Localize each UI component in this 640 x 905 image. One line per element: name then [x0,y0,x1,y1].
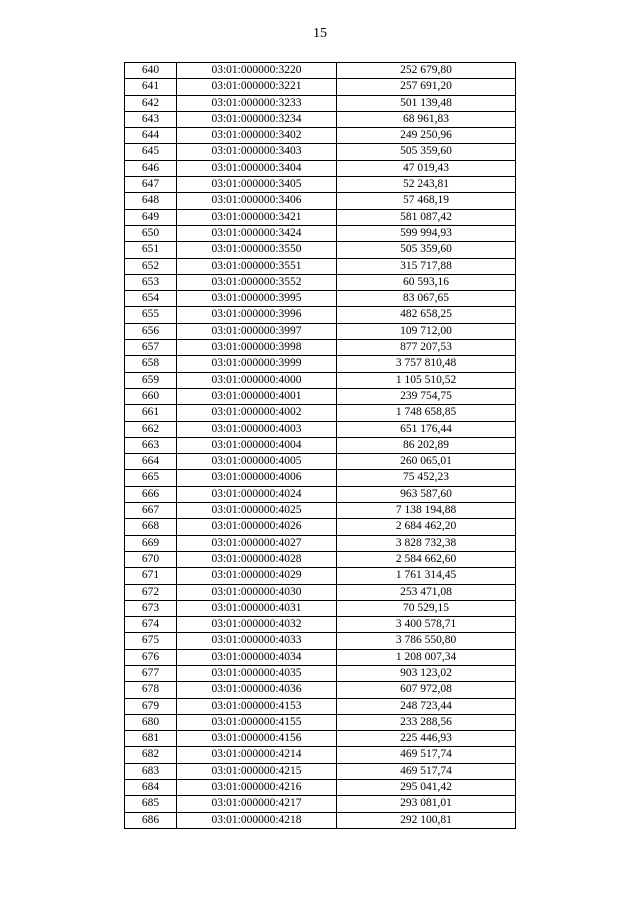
row-number-cell: 649 [125,209,177,225]
row-number-cell: 675 [125,633,177,649]
cadastral-value-cell: 505 359,60 [337,144,516,160]
row-number-cell: 669 [125,535,177,551]
table-row [125,79,516,95]
table-row [125,763,516,779]
table-row [125,63,516,79]
table-row [125,470,516,486]
cadastral-value-table [124,62,516,829]
cadastral-value-cell: 47 019,43 [337,160,516,176]
cadastral-value-cell: 3 757 810,48 [337,356,516,372]
row-number-cell: 647 [125,177,177,193]
table-row [125,503,516,519]
cadastral-value-cell: 248 723,44 [337,698,516,714]
cadastral-number-cell: 03:01:000000:3403 [177,144,337,160]
cadastral-value-cell: 252 679,80 [337,63,516,79]
row-number-cell: 678 [125,682,177,698]
table-row [125,405,516,421]
table-row [125,584,516,600]
table-row [125,796,516,812]
cadastral-number-cell: 03:01:000000:4218 [177,812,337,828]
cadastral-number-cell: 03:01:000000:3221 [177,79,337,95]
table-row [125,698,516,714]
table-row [125,535,516,551]
cadastral-number-cell: 03:01:000000:3550 [177,242,337,258]
row-number-cell: 645 [125,144,177,160]
cadastral-number-cell: 03:01:000000:4153 [177,698,337,714]
row-number-cell: 677 [125,665,177,681]
cadastral-number-cell: 03:01:000000:4005 [177,454,337,470]
cadastral-value-cell: 257 691,20 [337,79,516,95]
table-row [125,649,516,665]
row-number-cell: 650 [125,225,177,241]
cadastral-number-cell: 03:01:000000:3996 [177,307,337,323]
cadastral-value-cell: 60 593,16 [337,274,516,290]
cadastral-value-cell: 501 139,48 [337,95,516,111]
row-number-cell: 673 [125,600,177,616]
cadastral-value-cell: 86 202,89 [337,437,516,453]
row-number-cell: 683 [125,763,177,779]
table-row [125,291,516,307]
cadastral-value-cell: 903 123,02 [337,665,516,681]
cadastral-value-cell: 651 176,44 [337,421,516,437]
table-row [125,714,516,730]
table-row [125,747,516,763]
cadastral-value-cell: 109 712,00 [337,323,516,339]
cadastral-value-cell: 52 243,81 [337,177,516,193]
cadastral-number-cell: 03:01:000000:4030 [177,584,337,600]
row-number-cell: 670 [125,551,177,567]
cadastral-value-cell: 2 684 462,20 [337,519,516,535]
cadastral-number-cell: 03:01:000000:4035 [177,665,337,681]
cadastral-value-cell: 469 517,74 [337,747,516,763]
cadastral-value-cell: 877 207,53 [337,340,516,356]
cadastral-number-cell: 03:01:000000:3995 [177,291,337,307]
cadastral-value-cell: 57 468,19 [337,193,516,209]
row-number-cell: 651 [125,242,177,258]
cadastral-value-cell: 3 400 578,71 [337,617,516,633]
cadastral-value-cell: 295 041,42 [337,780,516,796]
table-row [125,780,516,796]
cadastral-number-cell: 03:01:000000:4216 [177,780,337,796]
cadastral-number-cell: 03:01:000000:4032 [177,617,337,633]
cadastral-value-cell: 68 961,83 [337,111,516,127]
cadastral-value-cell: 2 584 662,60 [337,551,516,567]
row-number-cell: 674 [125,617,177,633]
cadastral-number-cell: 03:01:000000:4024 [177,486,337,502]
cadastral-value-cell: 1 748 658,85 [337,405,516,421]
row-number-cell: 664 [125,454,177,470]
page-number: 15 [313,26,327,41]
cadastral-number-cell: 03:01:000000:3406 [177,193,337,209]
cadastral-number-cell: 03:01:000000:4156 [177,731,337,747]
cadastral-number-cell: 03:01:000000:4002 [177,405,337,421]
cadastral-value-cell: 607 972,08 [337,682,516,698]
cadastral-value-cell: 253 471,08 [337,584,516,600]
table-row [125,486,516,502]
table-row [125,665,516,681]
table-row [125,437,516,453]
cadastral-number-cell: 03:01:000000:4003 [177,421,337,437]
cadastral-value-cell: 505 359,60 [337,242,516,258]
cadastral-value-cell: 1 105 510,52 [337,372,516,388]
row-number-cell: 672 [125,584,177,600]
table-row [125,177,516,193]
cadastral-number-cell: 03:01:000000:4033 [177,633,337,649]
row-number-cell: 660 [125,388,177,404]
table-body [125,63,516,829]
row-number-cell: 665 [125,470,177,486]
cadastral-number-cell: 03:01:000000:4001 [177,388,337,404]
row-number-cell: 662 [125,421,177,437]
row-number-cell: 680 [125,714,177,730]
table-row [125,160,516,176]
cadastral-number-cell: 03:01:000000:4031 [177,600,337,616]
table-row [125,633,516,649]
table-row [125,307,516,323]
table-row [125,95,516,111]
cadastral-number-cell: 03:01:000000:3999 [177,356,337,372]
cadastral-number-cell: 03:01:000000:3402 [177,128,337,144]
row-number-cell: 643 [125,111,177,127]
table-row [125,600,516,616]
table-row [125,258,516,274]
cadastral-number-cell: 03:01:000000:4000 [177,372,337,388]
cadastral-value-cell: 225 446,93 [337,731,516,747]
cadastral-number-cell: 03:01:000000:3997 [177,323,337,339]
cadastral-number-cell: 03:01:000000:4026 [177,519,337,535]
cadastral-value-cell: 260 065,01 [337,454,516,470]
row-number-cell: 666 [125,486,177,502]
table-row [125,454,516,470]
table-row [125,568,516,584]
table-row [125,519,516,535]
table-row [125,274,516,290]
cadastral-number-cell: 03:01:000000:4006 [177,470,337,486]
row-number-cell: 641 [125,79,177,95]
row-number-cell: 659 [125,372,177,388]
cadastral-number-cell: 03:01:000000:4027 [177,535,337,551]
cadastral-value-cell: 70 529,15 [337,600,516,616]
table-row [125,225,516,241]
table-row [125,372,516,388]
table-row [125,617,516,633]
row-number-cell: 676 [125,649,177,665]
cadastral-value-cell: 249 250,96 [337,128,516,144]
table-row [125,128,516,144]
table-row [125,356,516,372]
row-number-cell: 668 [125,519,177,535]
row-number-cell: 685 [125,796,177,812]
row-number-cell: 653 [125,274,177,290]
row-number-cell: 671 [125,568,177,584]
table-row [125,421,516,437]
cadastral-number-cell: 03:01:000000:3234 [177,111,337,127]
table-row [125,209,516,225]
row-number-cell: 655 [125,307,177,323]
row-number-cell: 648 [125,193,177,209]
cadastral-number-cell: 03:01:000000:3424 [177,225,337,241]
cadastral-number-cell: 03:01:000000:4217 [177,796,337,812]
cadastral-number-cell: 03:01:000000:4029 [177,568,337,584]
table-row [125,144,516,160]
cadastral-number-cell: 03:01:000000:3405 [177,177,337,193]
table-row [125,731,516,747]
cadastral-value-cell: 3 786 550,80 [337,633,516,649]
cadastral-value-cell: 293 081,01 [337,796,516,812]
cadastral-number-cell: 03:01:000000:4034 [177,649,337,665]
cadastral-value-cell: 581 087,42 [337,209,516,225]
cadastral-value-cell: 3 828 732,38 [337,535,516,551]
table-row [125,388,516,404]
row-number-cell: 652 [125,258,177,274]
row-number-cell: 658 [125,356,177,372]
cadastral-number-cell: 03:01:000000:3551 [177,258,337,274]
row-number-cell: 657 [125,340,177,356]
row-number-cell: 656 [125,323,177,339]
table-row [125,812,516,828]
table-row [125,551,516,567]
table-row [125,111,516,127]
cadastral-number-cell: 03:01:000000:3552 [177,274,337,290]
row-number-cell: 654 [125,291,177,307]
cadastral-value-cell: 1 208 007,34 [337,649,516,665]
table-row [125,193,516,209]
cadastral-value-cell: 1 761 314,45 [337,568,516,584]
cadastral-value-cell: 239 754,75 [337,388,516,404]
table-row [125,682,516,698]
row-number-cell: 679 [125,698,177,714]
cadastral-value-cell: 963 587,60 [337,486,516,502]
cadastral-value-cell: 75 452,23 [337,470,516,486]
row-number-cell: 667 [125,503,177,519]
table-row [125,323,516,339]
row-number-cell: 684 [125,780,177,796]
cadastral-value-cell: 83 067,65 [337,291,516,307]
cadastral-number-cell: 03:01:000000:3404 [177,160,337,176]
row-number-cell: 681 [125,731,177,747]
cadastral-value-cell: 315 717,88 [337,258,516,274]
row-number-cell: 686 [125,812,177,828]
table-row [125,242,516,258]
cadastral-value-cell: 482 658,25 [337,307,516,323]
cadastral-value-cell: 469 517,74 [337,763,516,779]
table-row [125,340,516,356]
row-number-cell: 682 [125,747,177,763]
cadastral-number-cell: 03:01:000000:4215 [177,763,337,779]
cadastral-number-cell: 03:01:000000:4036 [177,682,337,698]
row-number-cell: 663 [125,437,177,453]
cadastral-number-cell: 03:01:000000:3220 [177,63,337,79]
cadastral-value-cell: 599 994,93 [337,225,516,241]
row-number-cell: 642 [125,95,177,111]
cadastral-number-cell: 03:01:000000:4155 [177,714,337,730]
cadastral-number-cell: 03:01:000000:3421 [177,209,337,225]
row-number-cell: 661 [125,405,177,421]
cadastral-value-cell: 292 100,81 [337,812,516,828]
row-number-cell: 640 [125,63,177,79]
row-number-cell: 644 [125,128,177,144]
cadastral-value-cell: 7 138 194,88 [337,503,516,519]
cadastral-number-cell: 03:01:000000:4028 [177,551,337,567]
cadastral-number-cell: 03:01:000000:4025 [177,503,337,519]
row-number-cell: 646 [125,160,177,176]
cadastral-number-cell: 03:01:000000:4004 [177,437,337,453]
cadastral-number-cell: 03:01:000000:3233 [177,95,337,111]
cadastral-value-cell: 233 288,56 [337,714,516,730]
cadastral-number-cell: 03:01:000000:4214 [177,747,337,763]
cadastral-number-cell: 03:01:000000:3998 [177,340,337,356]
